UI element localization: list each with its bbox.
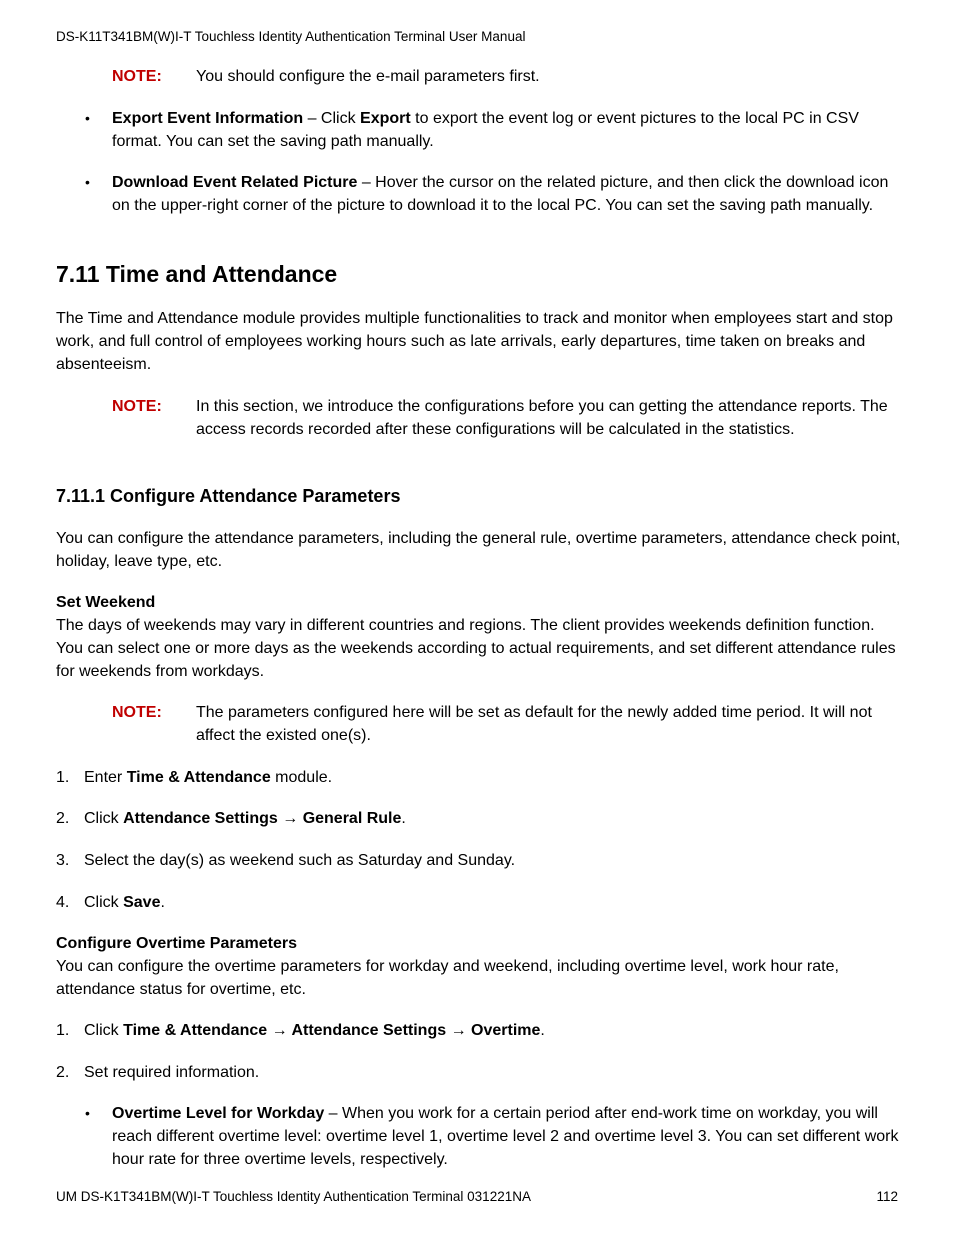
note-label: NOTE: <box>112 704 162 721</box>
step-text: . <box>401 810 406 827</box>
note-label: NOTE: <box>112 398 162 415</box>
weekend-step-1 <box>56 766 902 789</box>
weekend-step-4 <box>56 891 902 914</box>
bullet-title: Export Event Information <box>112 110 304 127</box>
step-number: 4. <box>56 894 70 911</box>
step-number: 2. <box>56 810 70 827</box>
page-number: 112 <box>876 1189 898 1204</box>
running-footer: UM DS-K1T341BM(W)I-T Touchless Identity Authentication Terminal 031221NA <box>56 1189 531 1204</box>
step-text: . <box>160 894 165 911</box>
weekend-step-3 <box>56 849 902 872</box>
step-bold: Attendance Settings → General Rule <box>123 810 402 827</box>
step-text: Click <box>84 894 124 911</box>
step-text: module. <box>270 769 333 786</box>
bullet-icon: • <box>85 1105 90 1121</box>
step-text: Click <box>84 810 124 827</box>
bullet-text: – Hover the cursor on the related picture, and then click the download icon on the upper-right corner of the picture to download it to the local PC. You can set the saving path manually. <box>112 174 889 214</box>
step-bold: Save <box>123 894 161 911</box>
bullet-title: Overtime Level for Workday <box>112 1105 325 1122</box>
overtime-step-1 <box>56 1019 902 1042</box>
step-number: 1. <box>56 1022 70 1039</box>
note-text: You should configure the e-mail parameters first. <box>196 68 540 85</box>
note-label: NOTE: <box>112 68 162 85</box>
running-header: DS-K11T341BM(W)I-T Touchless Identity Authentication Terminal User Manual <box>56 29 526 44</box>
bullet-icon: • <box>85 110 90 126</box>
overtime-heading: Configure Overtime Parameters <box>56 935 297 952</box>
section-heading: 7.11 Time and Attendance <box>56 261 338 287</box>
overtime-text: You can configure the overtime parameters for workday and weekend, including overtime level, work hour rate, attendance status for overtime, etc. <box>56 958 839 998</box>
note-text: In this section, we introduce the configurations before you can getting the attendance reports. The access records recorded after these configurations will be calculated in the statistics. <box>196 398 888 438</box>
step-text: Click <box>84 1022 124 1039</box>
note-weekend <box>112 701 902 747</box>
step-text: Select the day(s) as weekend such as Saturday and Sunday. <box>84 852 516 869</box>
weekend-text: The days of weekends may vary in different countries and regions. The client provides weekends definition function. You can select one or more days as the weekends according to actual requirements, and set different attendance rules for weekends from workdays. <box>56 617 896 680</box>
step-bold: Time & Attendance <box>126 769 271 786</box>
bullet-text: – Click <box>303 110 361 127</box>
note-email <box>112 65 902 88</box>
step-number: 2. <box>56 1064 70 1081</box>
overtime-step-2 <box>56 1061 902 1084</box>
bullet-text: – When you work for a certain period after end-work time on workday, you will reach different overtime level: overtime level 1, overtime level 2 and overtime level 3. You can set different work hour rate for three overtime levels, respectively. <box>112 1105 899 1168</box>
note-text: The parameters configured here will be set as default for the newly added time period. It will not affect the existed one(s). <box>196 704 872 744</box>
step-text: Enter <box>84 769 127 786</box>
step-number: 3. <box>56 852 70 869</box>
subsection-heading: 7.11.1 Configure Attendance Parameters <box>56 486 401 506</box>
step-text: . <box>540 1022 545 1039</box>
weekend-step-2 <box>56 807 902 830</box>
bullet-download-picture <box>85 171 902 217</box>
bullet-export-event <box>85 107 902 153</box>
bullet-text: to export the event log or event pictures to the local PC in CSV format. You can set the saving path manually. <box>112 110 859 150</box>
bullet-bold: Export <box>360 110 411 127</box>
step-number: 1. <box>56 769 70 786</box>
bullet-title: Download Event Related Picture <box>112 174 358 191</box>
section-intro: The Time and Attendance module provides multiple functionalities to track and monitor when employees start and stop work, and full control of employees working hours such as late arrivals, early departures, time taken on breaks and absenteeism. <box>56 310 893 373</box>
bullet-icon: • <box>85 174 90 190</box>
note-section <box>112 395 902 441</box>
weekend-heading: Set Weekend <box>56 594 156 611</box>
step-bold: Time & Attendance → Attendance Settings → Overtime <box>123 1022 541 1039</box>
subsection-intro: You can configure the attendance parameters, including the general rule, overtime parameters, attendance check point, holiday, leave type, etc. <box>56 530 901 570</box>
step-text: Set required information. <box>84 1064 260 1081</box>
bullet-overtime-level-workday <box>85 1102 902 1171</box>
